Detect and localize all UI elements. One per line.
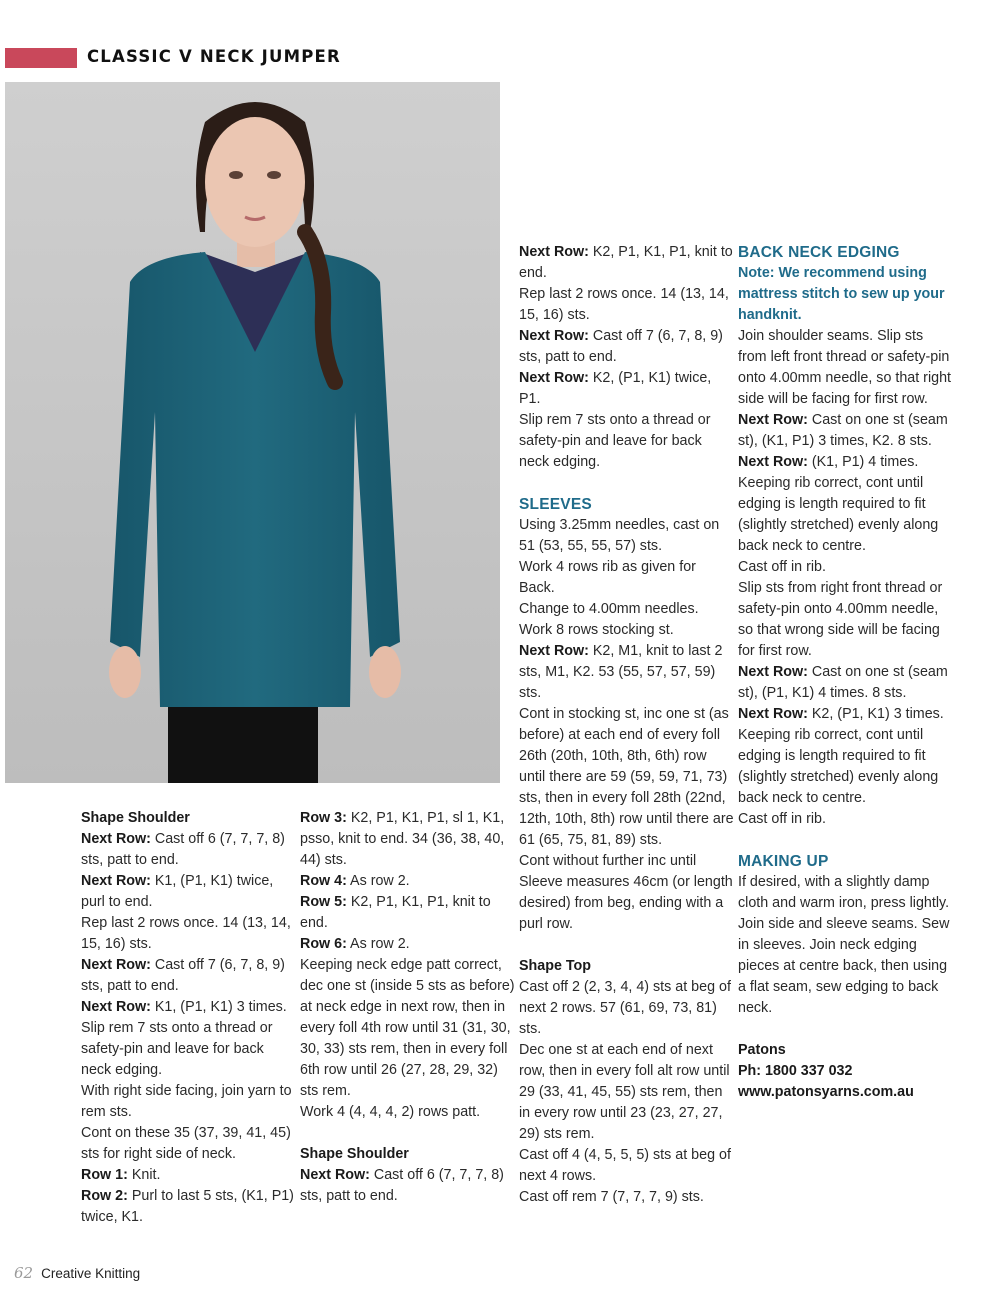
row-text: Slip rem 7 sts onto a thread or safety-pin and leave for back neck edging.	[519, 412, 711, 470]
model-photo	[5, 82, 500, 783]
row-text: Keeping neck edge patt correct, dec one st (inside 5 sts as before) at neck edge in next row, then in every foll 4th row until 31 (31, 30, 30, 33) sts rem, then in every foll 6th row until 26 (27, 28, 29, 32) sts rem.	[300, 957, 515, 1099]
row-text: (K1, P1) 4 times.	[807, 454, 919, 470]
instruction-line	[300, 1102, 515, 1123]
instruction-line	[81, 913, 296, 955]
column-front-left-neck	[81, 808, 296, 1228]
row-label: Row 3:	[300, 810, 347, 826]
row-label: Row 2:	[81, 1188, 128, 1204]
row-label: Next Row:	[519, 328, 589, 344]
row-text: Cast on one st (seam st), (K1, P1) 3 times, K2. 8 sts.	[738, 412, 948, 449]
instruction-line	[519, 326, 734, 368]
instruction-line	[300, 1165, 515, 1207]
row-label: Row 6:	[300, 936, 347, 952]
row-text: K2, P1, K1, P1, sl 1, K1, psso, knit to end. 34 (36, 38, 40, 44) sts.	[300, 810, 505, 868]
row-text: Cast off 4 (4, 5, 5, 5) sts at beg of next 4 rows.	[519, 1147, 731, 1184]
instruction-line	[519, 851, 734, 935]
instruction-line	[519, 704, 734, 851]
row-label: Row 4:	[300, 873, 347, 889]
row-text: Work 4 rows rib as given for Back.	[519, 559, 696, 596]
instruction-line	[738, 557, 953, 578]
instruction-line	[300, 934, 515, 955]
row-text: Work 8 rows stocking st.	[519, 622, 674, 638]
instruction-line	[519, 1187, 734, 1208]
row-label: Next Row:	[81, 873, 151, 889]
row-label: Next Row:	[519, 244, 589, 260]
row-text: Cast off 2 (2, 3, 4, 4) sts at beg of next 2 rows. 57 (61, 69, 73, 81) sts.	[519, 979, 731, 1037]
row-text: K2, P1, K1, P1, knit to end.	[300, 894, 491, 931]
row-text: Cast off 6 (7, 7, 7, 8) sts, patt to end.	[300, 1167, 504, 1204]
row-label: Next Row:	[519, 370, 589, 386]
instruction-line	[519, 242, 734, 284]
row-label: Next Row:	[300, 1167, 370, 1183]
row-text: Slip sts from right front thread or safety-pin onto 4.00mm needle, so that wrong side will be facing for first row.	[738, 580, 943, 659]
instruction-line	[300, 871, 515, 892]
sleeves-heading: SLEEVES	[519, 496, 592, 513]
page-title: CLASSIC V NECK JUMPER	[87, 47, 341, 66]
brand-name: Patons	[738, 1042, 786, 1058]
row-text: Join shoulder seams. Slip sts from left front thread or safety-pin onto 4.00mm needle, so that right side will be facing for first row.	[738, 328, 951, 407]
row-text: Work 4 (4, 4, 4, 2) rows patt.	[300, 1104, 481, 1120]
row-text: Cast off 7 (6, 7, 8, 9) sts, patt to end.	[519, 328, 723, 365]
row-text: Cont on these 35 (37, 39, 41, 45) sts for right side of neck.	[81, 1125, 291, 1162]
instruction-line	[519, 1145, 734, 1187]
making-up-heading: MAKING UP	[738, 853, 829, 870]
instruction-line	[738, 473, 953, 557]
instruction-line	[81, 871, 296, 913]
instruction-line	[81, 1165, 296, 1186]
row-text: Dec one st at each end of next row, then in every foll alt row until 29 (33, 41, 45, 55) sts rem, then in every row until 23 (23, 27, 27, 29) sts rem.	[519, 1042, 730, 1142]
row-text: K2, (P1, K1) twice, P1.	[519, 370, 712, 407]
column-sleeves	[519, 242, 734, 1208]
row-text: K2, (P1, K1) 3 times.	[807, 706, 944, 722]
row-text: Cast off in rib.	[738, 559, 826, 575]
row-text: Cast off in rib.	[738, 811, 826, 827]
page-number: 62	[14, 1264, 34, 1282]
mattress-stitch-note: Note: We recommend using mattress stitch to sew up your handknit.	[738, 265, 945, 323]
instruction-line	[738, 578, 953, 662]
row-label: Next Row:	[81, 957, 151, 973]
row-text: Cont in stocking st, inc one st (as before) at each end of every foll 26th (20th, 10th, 8th, 6th) row until there are 59 (59, 59, 71, 73) sts, then in every foll 28th (22nd, 12th, 10th, 8th) row until there are 61 (65, 75, 81, 89) sts.	[519, 706, 734, 848]
instruction-line	[738, 326, 953, 410]
title-accent-bar	[5, 48, 77, 68]
row-text: Knit.	[127, 1167, 161, 1183]
instruction-line	[300, 955, 515, 1102]
instruction-line	[519, 284, 734, 326]
instruction-line	[519, 599, 734, 620]
instruction-line	[81, 1081, 296, 1123]
row-label: Row 5:	[300, 894, 347, 910]
instruction-line	[738, 704, 953, 725]
instruction-line	[81, 1018, 296, 1081]
publication-name: Creative Knitting	[41, 1266, 141, 1281]
row-text: Rep last 2 rows once. 14 (13, 14, 15, 16) sts.	[81, 915, 291, 952]
row-text: Keeping rib correct, cont until edging is length required to fit (slightly stretched) evenly along back neck to centre.	[738, 727, 939, 806]
instruction-line	[519, 410, 734, 473]
making-up-text: If desired, with a slightly damp cloth and warm iron, press lightly. Join side and sleeve seams. Sew in sleeves. Join neck edging pieces at centre back, then using a flat seam, sew edging to back neck.	[738, 874, 950, 1016]
instruction-line	[738, 452, 953, 473]
row-text: Cast on one st (seam st), (P1, K1) 4 times. 8 sts.	[738, 664, 948, 701]
instruction-line	[81, 1123, 296, 1165]
row-text: As row 2.	[346, 873, 410, 889]
website-link[interactable]: www.patonsyarns.com.au	[738, 1084, 914, 1100]
row-text: K2, P1, K1, P1, knit to end.	[519, 244, 733, 281]
instruction-line	[81, 955, 296, 997]
row-text: K1, (P1, K1) twice, purl to end.	[81, 873, 274, 910]
row-label: Next Row:	[519, 643, 589, 659]
section-heading: Shape Shoulder	[300, 1146, 409, 1162]
row-text: Cast off 7 (6, 7, 8, 9) sts, patt to end.	[81, 957, 285, 994]
row-text: Using 3.25mm needles, cast on 51 (53, 55, 55, 57) sts.	[519, 517, 720, 554]
row-text: Cont without further inc until Sleeve measures 46cm (or length desired) from beg, ending with a purl row.	[519, 853, 733, 932]
instruction-line	[519, 515, 734, 557]
row-text: Purl to last 5 sts, (K1, P1) twice, K1.	[81, 1188, 294, 1225]
instruction-line	[81, 997, 296, 1018]
row-label: Next Row:	[738, 706, 808, 722]
instruction-line	[81, 1186, 296, 1228]
row-label: Next Row:	[81, 999, 151, 1015]
instruction-line	[300, 892, 515, 934]
instruction-line	[519, 1040, 734, 1145]
page-footer	[14, 1264, 140, 1282]
instruction-line	[81, 829, 296, 871]
row-text: Cast off 6 (7, 7, 7, 8) sts, patt to end.	[81, 831, 285, 868]
row-label: Next Row:	[738, 664, 808, 680]
row-label: Next Row:	[81, 831, 151, 847]
instruction-line	[738, 662, 953, 704]
instruction-line	[738, 809, 953, 830]
row-label: Row 1:	[81, 1167, 128, 1183]
phone-number: Ph: 1800 337 032	[738, 1063, 853, 1079]
row-text: Keeping rib correct, cont until edging is length required to fit (slightly stretched) evenly along back neck to centre.	[738, 475, 939, 554]
row-label: Next Row:	[738, 454, 808, 470]
row-text: Change to 4.00mm needles.	[519, 601, 699, 617]
instruction-line	[738, 410, 953, 452]
row-text: Cast off rem 7 (7, 7, 7, 9) sts.	[519, 1189, 704, 1205]
back-neck-edging-heading: BACK NECK EDGING	[738, 244, 900, 261]
row-text: With right side facing, join yarn to rem sts.	[81, 1083, 292, 1120]
instruction-line	[519, 368, 734, 410]
column-back-neck-edging	[738, 242, 953, 1103]
instruction-line	[738, 725, 953, 809]
instruction-line	[519, 557, 734, 599]
instruction-line	[300, 808, 515, 871]
section-heading: Shape Shoulder	[81, 810, 190, 826]
row-text: Slip rem 7 sts onto a thread or safety-pin and leave for back neck edging.	[81, 1020, 273, 1078]
shape-top-heading: Shape Top	[519, 958, 592, 974]
row-text: K2, M1, knit to last 2 sts, M1, K2. 53 (55, 57, 57, 59) sts.	[519, 643, 723, 701]
instruction-line	[519, 641, 734, 704]
row-text: As row 2.	[346, 936, 410, 952]
row-text: Rep last 2 rows once. 14 (13, 14, 15, 16) sts.	[519, 286, 729, 323]
row-label: Next Row:	[738, 412, 808, 428]
row-text: K1, (P1, K1) 3 times.	[150, 999, 287, 1015]
column-front-right-neck	[300, 808, 515, 1207]
instruction-line	[519, 620, 734, 641]
instruction-line	[519, 977, 734, 1040]
